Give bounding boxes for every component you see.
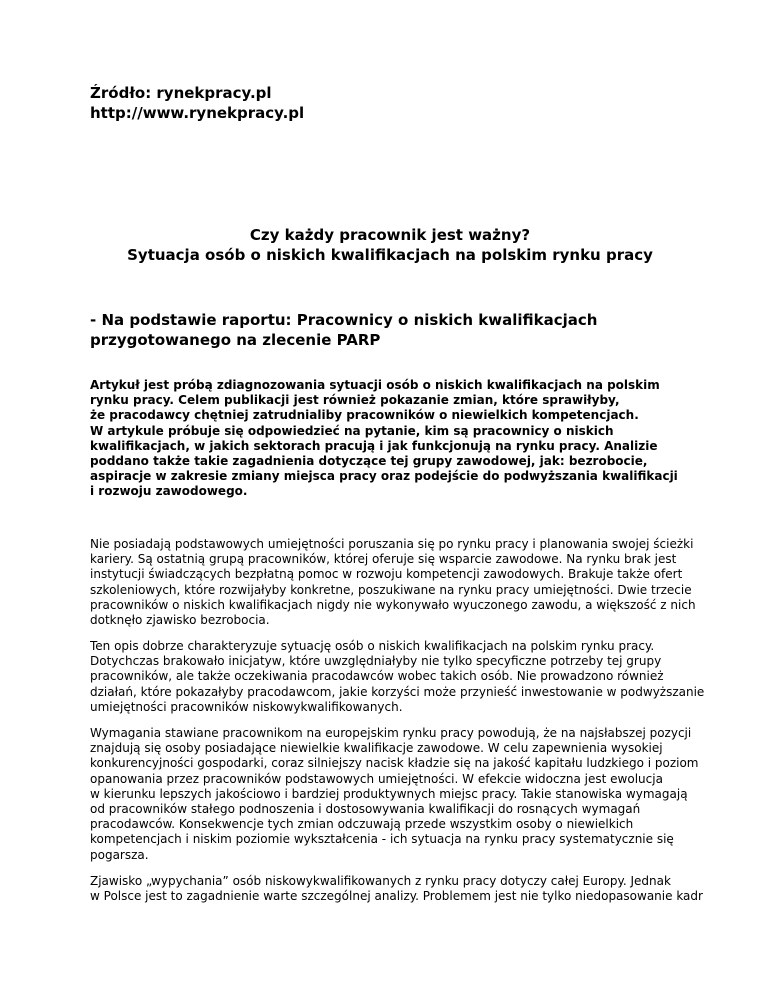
subtitle-line: przygotowanego na zlecenie PARP — [90, 331, 381, 349]
paragraph-line: konkurencyjności gospodarki, coraz silniejszy nacisk kładzie się na jakość kapitału ludzkiego i poziom — [90, 756, 699, 771]
paragraph-line: instytucji świadczących bezpłatną pomoc w rozwoju kompetencji zawodowych. Brakuje także ofert — [90, 567, 683, 582]
paragraph-line: szkoleniowych, które rozwijałyby konkretne, poszukiwane na rynku pracy umiejętności. Dwie trzecie — [90, 582, 692, 597]
title-line: Sytuacja osób o niskich kwalifikacjach na polskim rynku pracy — [127, 246, 653, 264]
lead-paragraph — [90, 378, 690, 500]
source-url: http://www.rynekpracy.pl — [90, 104, 305, 122]
paragraph-line: Nie posiadają podstawowych umiejętności poruszania się po rynku pracy i planowania swojej ścieżki — [90, 537, 694, 551]
source-block — [90, 83, 690, 123]
title-line: Czy każdy pracownik jest ważny? — [249, 226, 531, 244]
paragraph-line: pracowników, ale także oczekiwania pracodawców wobec takich osób. Nie prowadzono również — [90, 669, 664, 684]
paragraph-line: pracowników o niskich kwalifikacjach nigdy nie wykonywało wyuczonego zawodu, a większość z nich — [90, 597, 696, 612]
paragraph-line: w Polsce jest to zagadnienie warte szczególnej analizy. Problemem jest nie tylko niedopasowanie kadr — [90, 889, 703, 904]
source-name: Źródło: rynekpracy.pl — [90, 84, 272, 102]
body-paragraph-4 — [90, 874, 703, 904]
body-paragraph-3 — [90, 726, 699, 863]
paragraph-line: pogarsza. — [90, 847, 149, 862]
lead-line: rynku pracy. Celem publikacji jest również pokazanie zmian, które sprawiłyby, — [90, 393, 620, 408]
lead-line: i rozwoju zawodowego. — [90, 484, 248, 499]
subtitle-line: - Na podstawie raportu: Pracownicy o niskich kwalifikacjach — [90, 311, 598, 329]
lead-line: Artykuł jest próbą zdiagnozowania sytuacji osób o niskich kwalifikacjach na polskim — [90, 378, 660, 392]
lead-line: poddano także takie zagadnienia dotyczące tej grupy zawodowej, jak: bezrobocie, — [90, 454, 648, 469]
article-subtitle — [90, 310, 690, 350]
paragraph-line: Ten opis dobrze charakteryzuje sytuację osób o niskich kwalifikacjach na polskim rynku pracy. — [90, 639, 655, 653]
lead-line: że pracodawcy chętniej zatrudnialiby pracowników o niewielkich kompetencjach. — [90, 408, 639, 423]
paragraph-line: Wymagania stawiane pracownikom na europejskim rynku pracy powodują, że na najsłabszej pozycji — [90, 726, 692, 740]
body-paragraph-1 — [90, 537, 696, 628]
paragraph-line: Zjawisko „wypychania” osób niskowykwalifikowanych z rynku pracy dotyczy całej Europy. Jednak — [90, 874, 671, 888]
paragraph-line: kariery. Są ostatnią grupą pracowników, której oferuje się wsparcie zawodowe. Na rynku brak jest — [90, 552, 677, 567]
lead-line: W artykule próbuje się odpowiedzieć na pytanie, kim są pracownicy o niskich — [90, 423, 614, 438]
paragraph-line: kompetencjach i niskim poziomie wykształcenia - ich sytuacja na rynku pracy systematycznie się — [90, 832, 674, 847]
paragraph-line: w kierunku lepszych jakościowo i bardziej produktywnych miejsc pracy. Takie stanowiska wymagają — [90, 786, 688, 801]
paragraph-line: znajdują się osoby posiadające niewielkie kwalifikacje zawodowe. W celu zapewnienia wysokiej — [90, 741, 663, 756]
lead-line: kwalifikacjach, w jakich sektorach pracują i jak funkcjonują na rynku pracy. Analizie — [90, 438, 658, 453]
article-title — [90, 225, 690, 265]
paragraph-line: działań, które pokazałyby pracodawcom, jakie korzyści może przynieść inwestowanie w podwyższanie — [90, 684, 705, 699]
body-paragraph-2 — [90, 639, 705, 715]
paragraph-line: Dotychczas brakowało inicjatyw, które uwzględniałyby nie tylko specyficzne potrzeby tej grupy — [90, 654, 662, 669]
paragraph-line: dotknęło zjawisko bezrobocia. — [90, 613, 270, 628]
paragraph-line: pracodawców. Konsekwencje tych zmian odczuwają przede wszystkim osoby o niewielkich — [90, 817, 634, 832]
paragraph-line: umiejętności pracowników niskowykwalifikowanych. — [90, 699, 403, 714]
lead-line: aspiracje w zakresie zmiany miejsca pracy oraz podejście do podwyższania kwalifikacji — [90, 469, 678, 484]
paragraph-line: od pracowników stałego podnoszenia i dostosowywania kwalifikacji do rosnących wymagań — [90, 802, 641, 817]
paragraph-line: opanowania przez pracowników podstawowych umiejętności. W efekcie widoczna jest ewolucja — [90, 771, 663, 786]
